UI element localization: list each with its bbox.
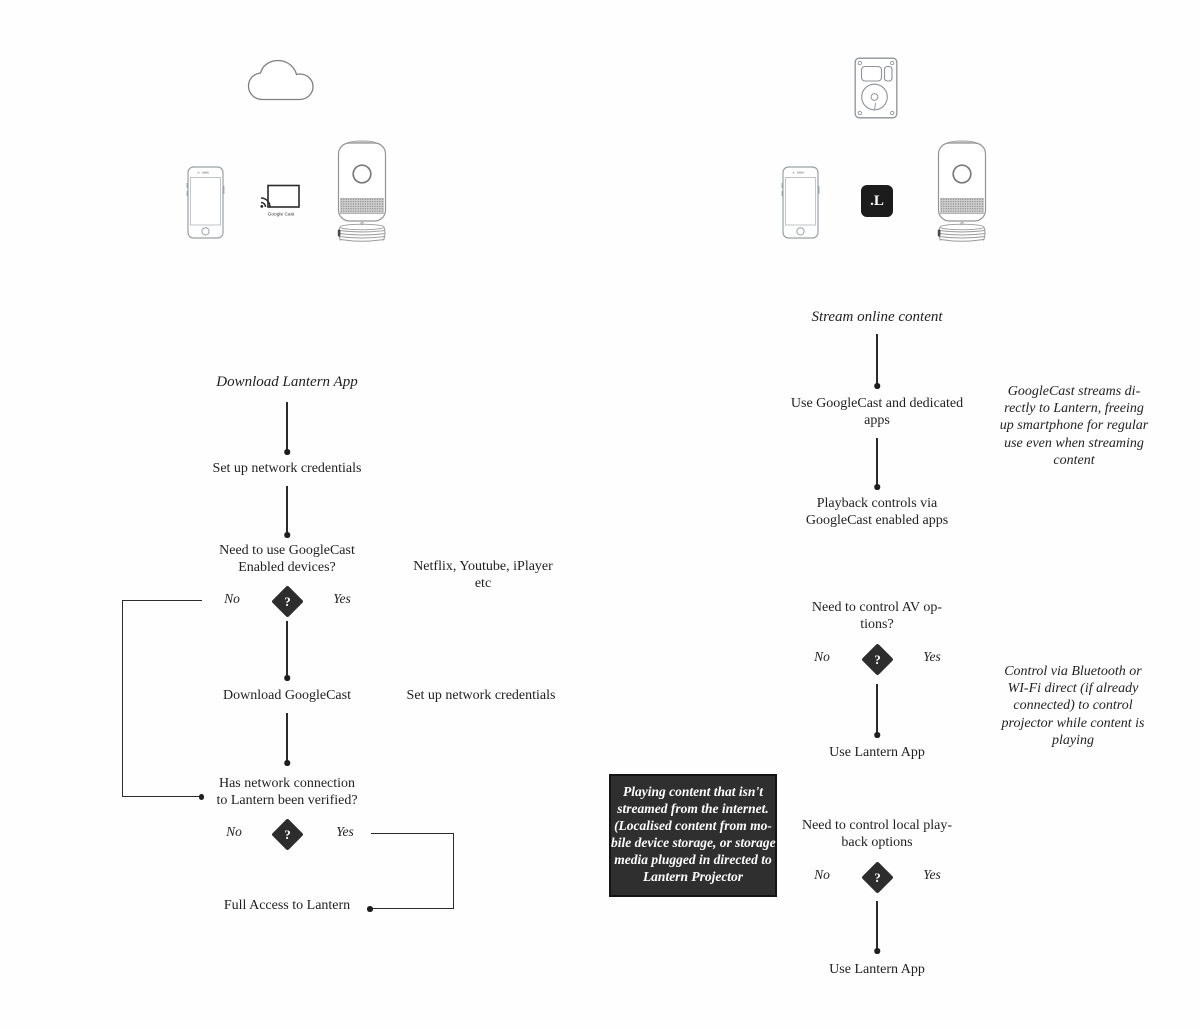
left-step-download-googlecast xyxy=(223,688,351,705)
left-decision-googlecast-yes: Yes xyxy=(333,591,351,606)
connector-stream-to-googlecast xyxy=(876,334,877,386)
left-step-credentials xyxy=(213,461,362,478)
right-flow-start xyxy=(811,309,942,326)
right-decision-local-diamond xyxy=(861,861,894,894)
right-step-lantern-app xyxy=(829,745,925,762)
lantern-app-label: .L xyxy=(870,192,884,209)
connector-start-to-credentials xyxy=(286,402,287,452)
left-credentials-note xyxy=(407,688,556,705)
left-decision-googlecast-no: No xyxy=(224,591,240,606)
left-decision-network-question: Has network connection to Lantern been verified? xyxy=(216,776,358,808)
connector-local-to-lantern-app xyxy=(876,901,877,951)
right-decision-local-no: No xyxy=(814,867,830,882)
left-credentials-note-label: Set up network credentials xyxy=(406,688,556,703)
left-flow-start-label: Download Lantern App xyxy=(216,374,358,390)
left-step-download-googlecast-label: Download GoogleCast xyxy=(223,688,351,703)
connector-yes-loop xyxy=(371,833,454,909)
left-decision-googlecast-diamond xyxy=(271,585,304,618)
google-cast-icon xyxy=(259,184,301,218)
right-decision-local-question: Need to control local play- back options xyxy=(801,818,953,850)
local-content-callout: Playing content that isn't streamed from the internet. (Localised content from mo- bile device storage, or storage media plugged in directed to Lantern Projector xyxy=(609,774,777,897)
question-mark-icon: ? xyxy=(283,593,291,608)
smartphone-icon xyxy=(187,166,224,239)
left-flow-end-label: Full Access to Lantern xyxy=(223,898,351,913)
connector-no-loop xyxy=(122,600,202,797)
right-step-lantern-app-label: Use Lantern App xyxy=(829,745,925,760)
left-decision-network-yes: Yes xyxy=(336,824,354,839)
left-decision-network-diamond xyxy=(271,818,304,851)
question-mark-icon: ? xyxy=(873,651,881,666)
cloud-icon xyxy=(245,58,317,104)
google-cast-label: Google Cast xyxy=(267,212,295,218)
right-decision-local-yes: Yes xyxy=(923,867,941,882)
lantern-app-icon xyxy=(861,185,893,217)
right-decision-av-yes: Yes xyxy=(923,649,941,664)
left-flow-start xyxy=(216,374,357,391)
right-step-lantern-app-2 xyxy=(829,962,925,979)
connector-download-to-decision2 xyxy=(286,713,287,763)
projector-icon xyxy=(333,138,391,243)
connector-decision-to-download xyxy=(286,621,287,678)
left-apps-note: Netflix, Youtube, iPlayer etc xyxy=(413,559,553,591)
smartphone-icon xyxy=(782,166,819,239)
right-decision-av-no: No xyxy=(814,649,830,664)
right-decision-av-diamond xyxy=(861,643,894,676)
connector-credentials-to-decision xyxy=(286,486,287,535)
right-decision-av-question: Need to control AV op- tions? xyxy=(811,600,943,632)
question-mark-icon: ? xyxy=(283,826,291,841)
left-decision-network-no: No xyxy=(226,824,242,839)
left-flow-end xyxy=(224,898,350,915)
right-flow-start-label: Stream online content xyxy=(811,309,943,325)
right-control-note: Control via Bluetooth or WI-Fi direct (if already connected) to control projector while content is playing xyxy=(1001,664,1145,748)
hard-drive-icon xyxy=(854,57,898,119)
left-step-credentials-label: Set up network credentials xyxy=(212,461,362,476)
projector-icon xyxy=(933,138,991,243)
connector-googlecast-to-playback xyxy=(876,438,877,487)
right-googlecast-note: GoogleCast streams di- rectly to Lantern, freeing up smartphone for regular use even when streaming content xyxy=(999,384,1149,468)
right-step-lantern-app-2-label: Use Lantern App xyxy=(829,962,925,977)
left-decision-googlecast-question: Need to use GoogleCast Enabled devices? xyxy=(219,543,355,575)
right-step-use-googlecast: Use GoogleCast and dedicated apps xyxy=(790,396,964,428)
right-step-playback: Playback controls via GoogleCast enabled apps xyxy=(805,496,949,528)
connector-av-to-lantern-app xyxy=(876,684,877,735)
question-mark-icon: ? xyxy=(873,869,881,884)
